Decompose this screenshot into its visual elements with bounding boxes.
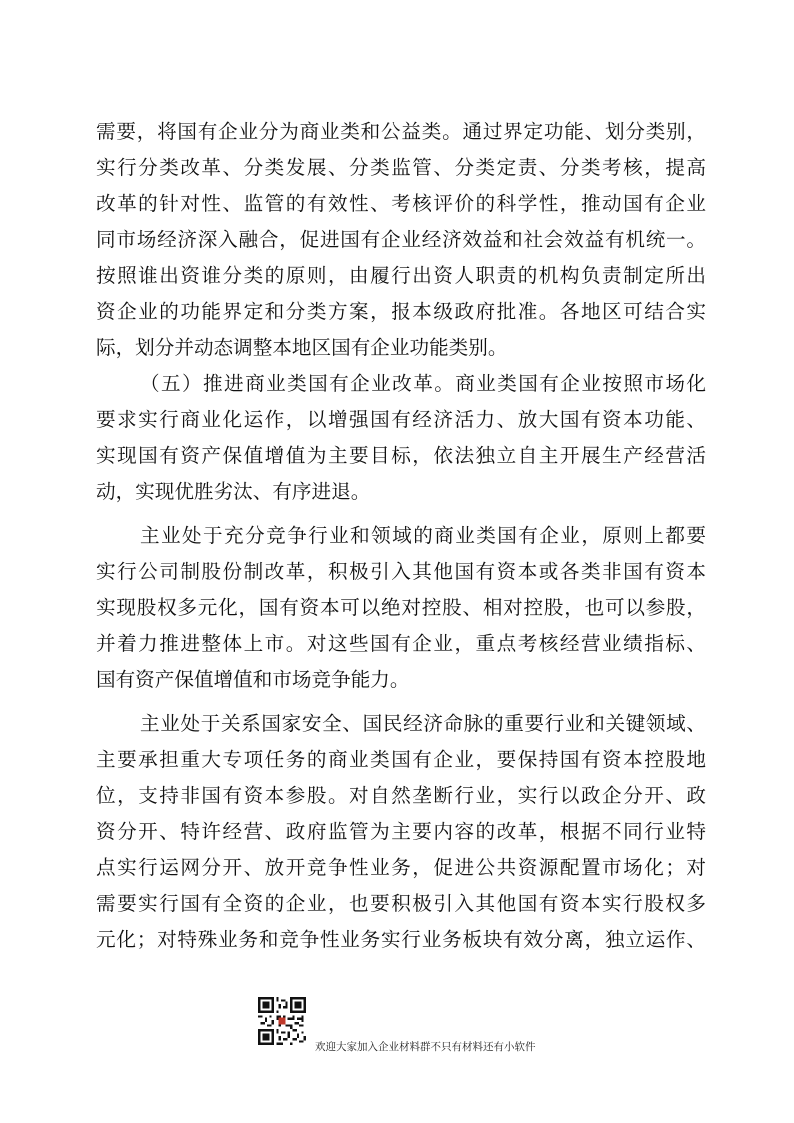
paragraph-line: 主业处于充分竞争行业和领域的商业类国有企业，原则上都要 bbox=[140, 524, 706, 547]
paragraph-line: 同市场经济深入融合，促进国有企业经济效益和社会效益有机统一。 bbox=[96, 228, 706, 251]
paragraph-line: 际，划分并动态调整本地区国有企业功能类别。 bbox=[96, 336, 508, 359]
paragraph-line: 实现股权多元化，国有资本可以绝对控股、相对控股，也可以参股， bbox=[96, 596, 706, 619]
paragraph-line: 要求实行商业化运作，以增强国有经济活力、放大国有资本功能、 bbox=[96, 408, 706, 431]
section-heading-line: （五）推进商业类国有企业改革。商业类国有企业按照市场化 bbox=[140, 372, 706, 395]
paragraph-line: 实行分类改革、分类发展、分类监管、分类定责、分类考核，提高 bbox=[96, 156, 706, 179]
paragraph-line: 资企业的功能界定和分类方案，报本级政府批准。各地区可结合实 bbox=[96, 300, 706, 323]
footer-caption: 欢迎大家加入企业材料群不只有材料还有小软件 bbox=[315, 1041, 536, 1053]
document-body bbox=[96, 114, 706, 958]
paragraph-line: 实行公司制股份制改革，积极引入其他国有资本或各类非国有资本 bbox=[96, 560, 706, 583]
paragraph-line: 需要实行国有全资的企业，也要积极引入其他国有资本实行股权多 bbox=[96, 892, 706, 915]
paragraph-line: 按照谁出资谁分类的原则，由履行出资人职责的机构负责制定所出 bbox=[96, 264, 706, 287]
paragraph-line: 改革的针对性、监管的有效性、考核评价的科学性，推动国有企业 bbox=[96, 192, 706, 215]
paragraph-line: 资分开、特许经营、政府监管为主要内容的改革，根据不同行业特 bbox=[96, 820, 706, 843]
paragraph-line: 需要，将国有企业分为商业类和公益类。通过界定功能、划分类别， bbox=[96, 120, 706, 143]
paragraph-line: 国有资产保值增值和市场竞争能力。 bbox=[96, 668, 410, 691]
paragraph-line: 位，支持非国有资本参股。对自然垄断行业，实行以政企分开、政 bbox=[96, 784, 706, 807]
paragraph-line: 实现国有资产保值增值为主要目标，依法独立自主开展生产经营活 bbox=[96, 444, 706, 467]
paragraph-line: 并着力推进整体上市。对这些国有企业，重点考核经营业绩指标、 bbox=[96, 632, 706, 655]
qr-code-icon[interactable] bbox=[258, 997, 306, 1045]
paragraph-line: 主要承担重大专项任务的商业类国有企业，要保持国有资本控股地 bbox=[96, 748, 706, 771]
paragraph-line: 点实行运网分开、放开竞争性业务，促进公共资源配置市场化；对 bbox=[96, 856, 706, 879]
paragraph-line: 主业处于关系国家安全、国民经济命脉的重要行业和关键领域、 bbox=[140, 712, 706, 735]
paragraph-line: 动，实现优胜劣汰、有序进退。 bbox=[96, 480, 371, 503]
paragraph-line: 元化；对特殊业务和竞争性业务实行业务板块有效分离，独立运作、 bbox=[96, 928, 706, 951]
